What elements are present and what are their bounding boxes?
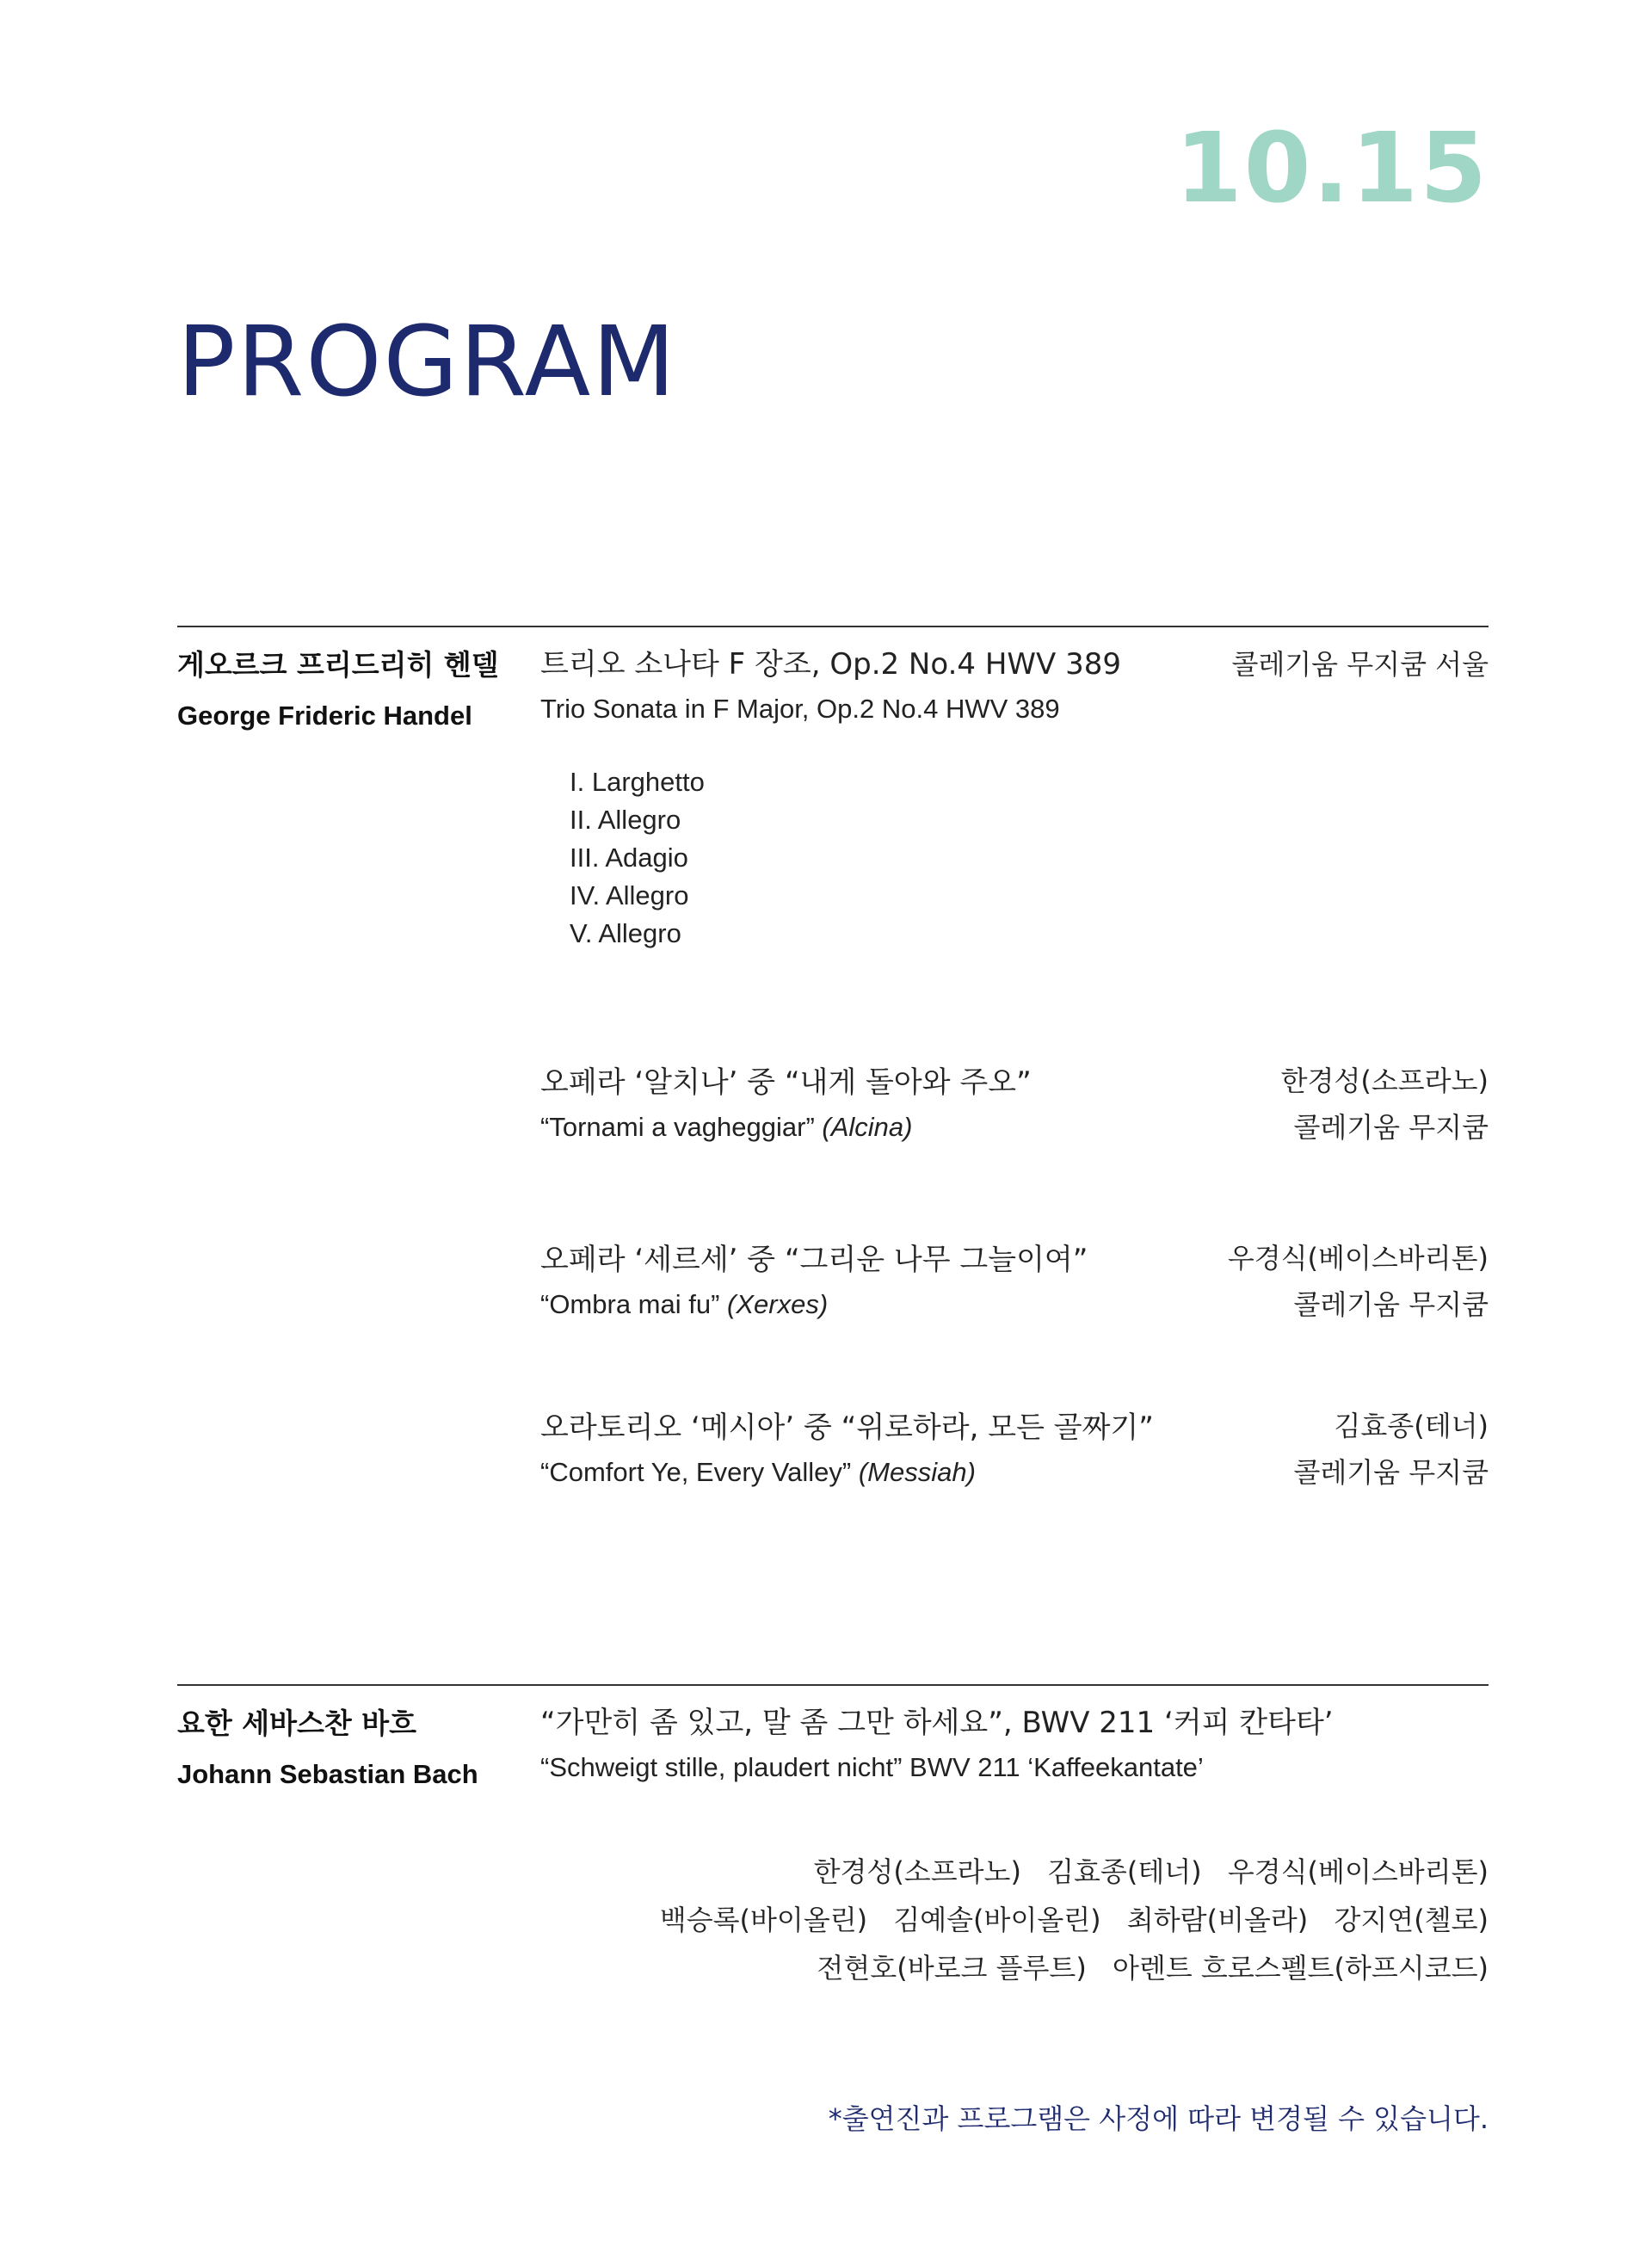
- work-title-english: [540, 693, 1489, 725]
- work-title-english-text: Trio Sonata in F Major, Op.2 No.4 HWV 389: [540, 694, 1060, 724]
- work-source-opera: (Xerxes): [727, 1289, 829, 1319]
- performer-block: [1231, 641, 1489, 688]
- cast-member: 아렌트 흐로스펠트(하프시코드): [1113, 1952, 1489, 1984]
- cast-member: 한경성(소프라노): [813, 1855, 1021, 1888]
- performer-name: 한경성(소프라노): [1280, 1065, 1489, 1097]
- performer-name: 콜레기움 무지쿰 서울: [1231, 648, 1489, 681]
- work-source-opera: (Alcina): [822, 1112, 913, 1142]
- movement-item: IV. Allegro: [570, 880, 689, 910]
- cast-member: 백승록(바이올린): [659, 1904, 868, 1936]
- work-title-korean: 오페라 ‘세르세’ 중 “그리운 나무 그늘이여”: [540, 1243, 1088, 1277]
- cast-member: 우경식(베이스바리톤): [1227, 1855, 1489, 1888]
- work-title-korean: 트리오 소나타 F 장조, Op.2 No.4 HWV 389: [540, 647, 1121, 682]
- cast-list: [643, 1848, 1489, 1992]
- work-source-oratorio: (Messiah): [858, 1457, 976, 1487]
- movement-item: V. Allegro: [570, 918, 681, 948]
- movement-item: II. Allegro: [570, 805, 681, 835]
- composer-name-english: Johann Sebastian Bach: [177, 1759, 478, 1789]
- work-title-english: “Schweigt stille, plaudert nicht” BWV 211 ‘Kaffeekantate’: [540, 1752, 1204, 1782]
- composer-block: [177, 1707, 521, 1791]
- composer-block: [177, 648, 521, 732]
- work-title-english-text: “Comfort Ye, Every Valley”: [540, 1457, 859, 1487]
- work-title-korean: “가만히 좀 있고, 말 좀 그만 하세요”, BWV 211 ‘커피 칸타타’: [540, 1706, 1334, 1740]
- performer-block: [1281, 1058, 1489, 1151]
- cast-line: [643, 1944, 1489, 1992]
- cast-line: [643, 1848, 1489, 1896]
- composer-name-korean: 게오르크 프리드리히 헨델: [177, 648, 499, 682]
- composer-name-english: George Frideric Handel: [177, 701, 472, 731]
- cast-member: 강지연(첼로): [1334, 1904, 1489, 1936]
- work-title-english-text: “Tornami a vagheggiar”: [540, 1112, 823, 1142]
- concert-date: 10.15: [1174, 113, 1489, 225]
- performer-block: [1293, 1403, 1489, 1496]
- cast-member: 전현호(바로크 플루트): [817, 1952, 1087, 1984]
- handel-section: [177, 626, 1489, 1686]
- work-title-korean: 오라토리오 ‘메시아’ 중 “위로하라, 모든 골짜기”: [540, 1410, 1154, 1445]
- movement-list: [570, 763, 705, 953]
- cast-member: 김효종(테너): [1047, 1855, 1202, 1888]
- work-title-korean: 오페라 ‘알치나’ 중 “내게 돌아와 주오”: [540, 1065, 1032, 1100]
- movement-item: III. Adagio: [570, 842, 688, 873]
- movement-item: I. Larghetto: [570, 767, 705, 797]
- bach-section: [177, 1684, 1489, 2030]
- performer-name: 콜레기움 무지쿰: [1293, 1111, 1489, 1144]
- performer-name: 김효종(테너): [1334, 1410, 1489, 1442]
- composer-name-korean: 요한 세바스찬 바흐: [177, 1707, 417, 1740]
- work-title-english-text: “Ombra mai fu”: [540, 1289, 728, 1319]
- performer-name: 우경식(베이스바리톤): [1227, 1242, 1489, 1275]
- program-change-notice: *출연진과 프로그램은 사정에 따라 변경될 수 있습니다.: [828, 2102, 1489, 2135]
- work-coffee-cantata: [540, 1705, 1489, 1784]
- page-title: PROGRAM: [177, 306, 677, 419]
- cast-member: 김예솔(바이올린): [893, 1904, 1101, 1936]
- cast-member: 최하람(비올라): [1126, 1904, 1309, 1936]
- performer-name: 콜레기움 무지쿰: [1293, 1456, 1489, 1489]
- performer-name: 콜레기움 무지쿰: [1293, 1288, 1489, 1321]
- cast-line: [643, 1896, 1489, 1944]
- performer-block: [1228, 1235, 1489, 1328]
